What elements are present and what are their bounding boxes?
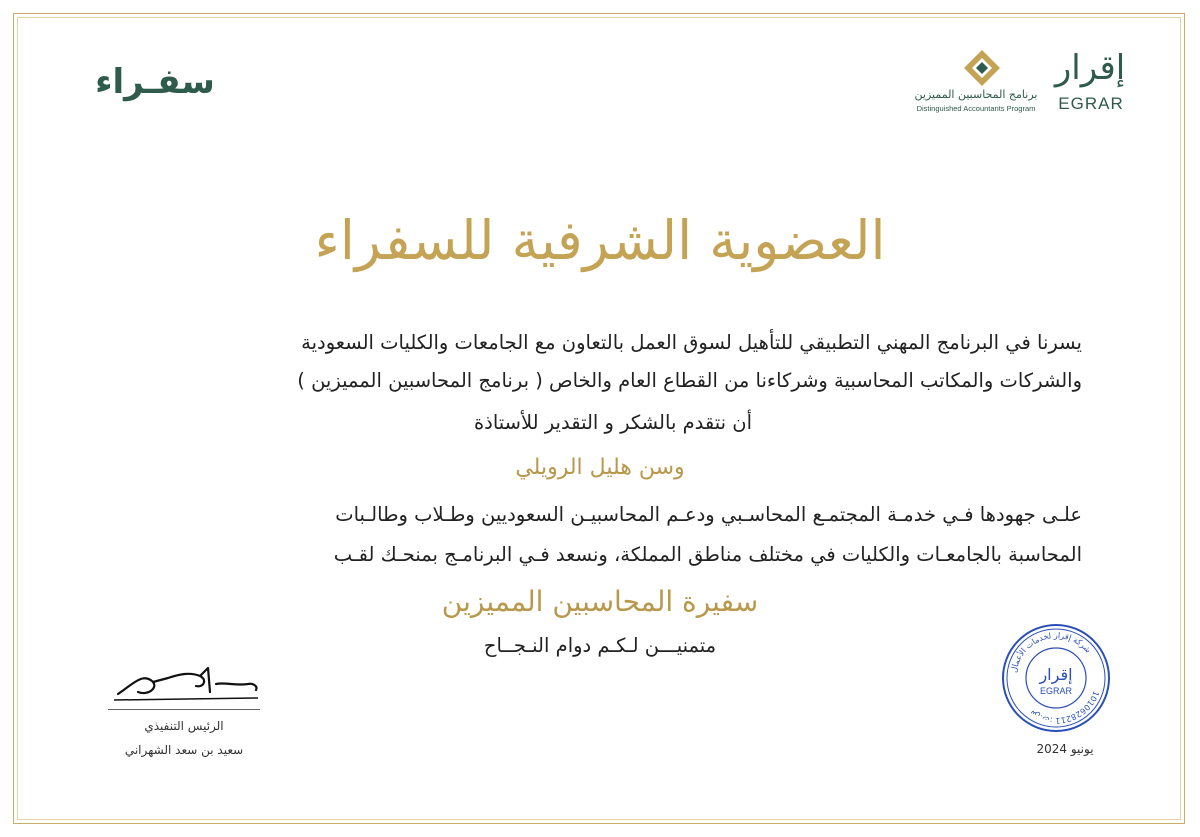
signature-image — [108, 654, 268, 714]
program-logo — [908, 48, 1044, 118]
stamp-ring-text: شركة إقرار لخدمات الأعمال — [1009, 630, 1093, 674]
signatory-title: الرئيس التنفيذي — [144, 719, 224, 733]
egrar-logo-english: EGRAR — [1058, 94, 1124, 113]
signature-line — [108, 709, 260, 710]
honor-title: سفيرة المحاسبين المميزين — [441, 585, 759, 618]
program-diamond-icon — [962, 48, 1002, 88]
program-logo-english: Distinguished Accountants Program — [916, 104, 1036, 113]
closing-wishes: متمنيـــن لـكـم دوام النـجــاح — [483, 634, 717, 657]
intro-line-3: أن نتقدم بالشكر و التقدير للأستاذة — [473, 411, 752, 434]
body-line-2: المحاسبة بالجامعـات والكليات في مختلف مناطق المملكة، ونسعد فـي البرنامـج بمنحـك لقـب — [333, 543, 1082, 566]
intro-line-2: والشركات والمكاتب المحاسبية وشركاءنا من القطاع العام والخاص ( برنامج المحاسبين المميزين ) — [297, 369, 1082, 392]
egrar-logo — [1050, 48, 1130, 118]
signatory-name: سعيد بن سعد الشهراني — [124, 743, 244, 757]
stamp-center-english: EGRAR — [1039, 686, 1073, 696]
stamp-cr-number: س.ت: 1010628211 — [1028, 689, 1101, 726]
issue-date: يونيو 2024 — [1036, 742, 1094, 756]
stamp-center-arabic: إقرار — [1039, 665, 1073, 684]
egrar-logo-arabic: إقرار — [1054, 48, 1126, 88]
program-logo-arabic: برنامج المحاسبين المميزين — [914, 88, 1038, 101]
intro-line-1: يسرنا في البرنامج المهني التطبيقي للتأهيل لسوق العمل بالتعاون مع الجامعات والكليات السعودية — [301, 331, 1082, 354]
company-stamp — [1000, 622, 1112, 734]
body-line-1: علـى جهودها فـي خدمـة المجتمـع المحاسـبي ودعـم المحاسبيـن السعوديين وطـلاب وطالـبات — [335, 503, 1082, 526]
certificate-title: العضوية الشرفية للسفراء — [314, 209, 886, 272]
safaraa-logo: سفـراء — [95, 62, 215, 102]
recipient-name: وسن هليل الرويلي — [515, 455, 685, 480]
